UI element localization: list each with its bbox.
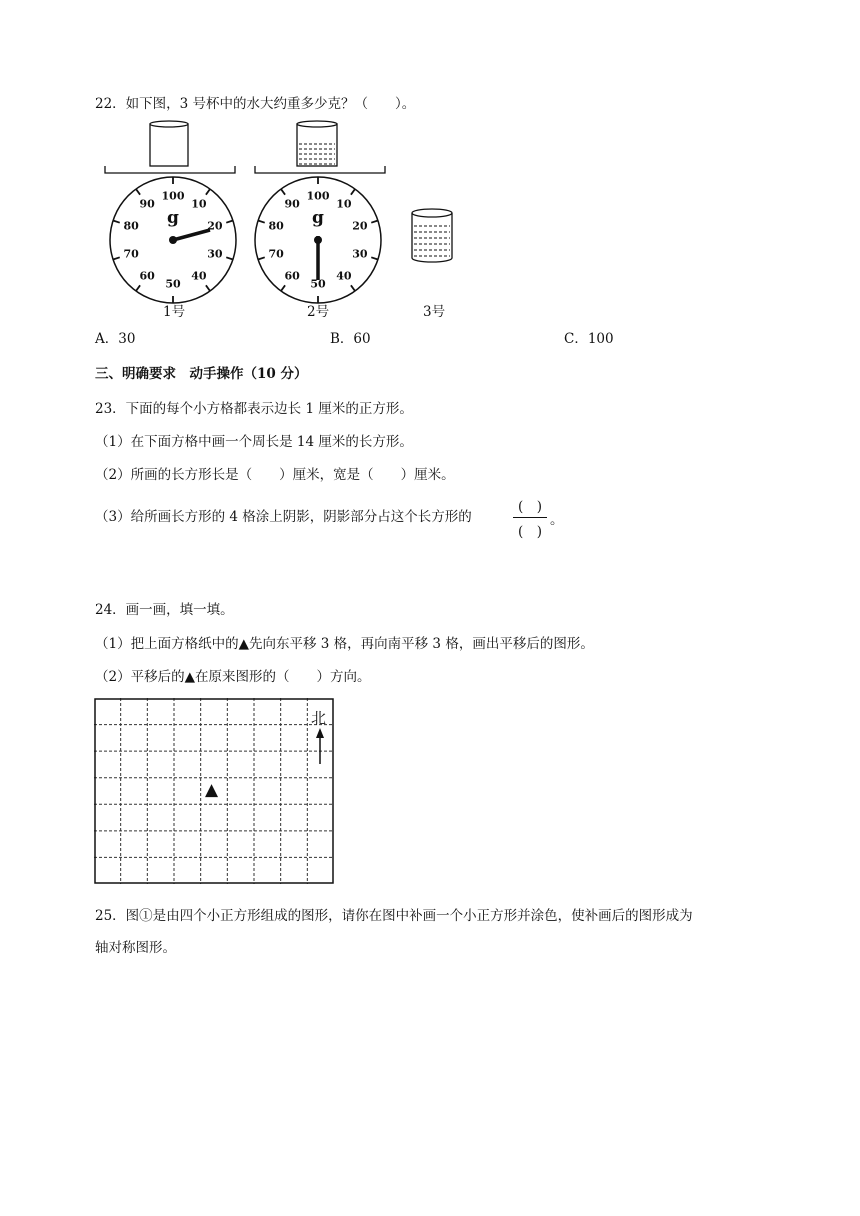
dial-number: 90 <box>139 197 155 211</box>
q24-part1: （1）把上面方格纸中的▲先向东平移 3 格，再向南平移 3 格，画出平移后的图形。 <box>95 636 594 652</box>
q23-part2: （2）所画的长方形长是（ ）厘米，宽是（ ）厘米。 <box>95 467 455 483</box>
section-3-heading: 三、明确要求 动手操作（10 分） <box>95 366 308 382</box>
q23-part3-text: （3）给所画长方形的 4 格涂上阴影，阴影部分占这个长方形的 <box>95 509 472 525</box>
q25-line2: 轴对称图形。 <box>95 940 176 956</box>
dial-number: 40 <box>191 269 207 283</box>
dial-number: 80 <box>268 219 284 233</box>
dial-number: 100 <box>161 189 185 203</box>
dial-number: 70 <box>123 247 139 261</box>
fraction-blank[interactable] <box>513 495 547 540</box>
dial-number: 10 <box>191 197 207 211</box>
dial-number: 10 <box>336 197 352 211</box>
q25-line1: 25．图①是由四个小正方形组成的图形，请你在图中补画一个小正方形并涂色，使补画后的图形成为 <box>95 908 693 924</box>
triangle-shape[interactable]: ▲ <box>205 780 219 800</box>
q24-stem: 24．画一画，填一填。 <box>95 602 234 618</box>
label-2: 2号 <box>307 304 330 320</box>
label-1: 1号 <box>163 304 186 320</box>
q23-part1: （1）在下面方格中画一个周长是 14 厘米的长方形。 <box>95 434 413 450</box>
cup-3 <box>412 209 452 262</box>
dial-unit: g <box>312 208 324 228</box>
dial-number: 100 <box>306 189 330 203</box>
dial-number: 20 <box>352 219 368 233</box>
fraction-denominator: ( ) <box>517 524 543 540</box>
dial-unit: g <box>167 208 179 228</box>
dial-number: 60 <box>139 269 155 283</box>
q23-stem: 23．下面的每个小方格都表示边长 1 厘米的正方形。 <box>95 401 413 417</box>
q23-part3 <box>95 505 472 525</box>
option-a[interactable]: A．30 <box>95 331 136 347</box>
north-arrow <box>316 728 324 764</box>
north-label: 北 <box>311 709 327 727</box>
dial-number: 40 <box>336 269 352 283</box>
dial-number: 30 <box>352 247 368 261</box>
dial-number: 60 <box>284 269 300 283</box>
dial-number: 50 <box>165 277 181 291</box>
option-b[interactable]: B．60 <box>330 331 371 347</box>
cup-1 <box>150 124 188 166</box>
dial-number: 20 <box>207 219 223 233</box>
dial-number: 50 <box>310 277 326 291</box>
dial-number: 80 <box>123 219 139 233</box>
q23-period: 。 <box>550 512 564 528</box>
q24-part2: （2）平移后的▲在原来图形的（ ）方向。 <box>95 669 371 685</box>
q22-stem: 22．如下图，3 号杯中的水大约重多少克？（ ）。 <box>95 96 416 112</box>
fraction-numerator: ( ) <box>517 499 543 515</box>
option-c[interactable]: C．100 <box>564 331 614 347</box>
dial-number: 30 <box>207 247 223 261</box>
label-3: 3号 <box>423 304 446 320</box>
cup-2 <box>297 124 337 166</box>
dial-number: 90 <box>284 197 300 211</box>
dial-number: 70 <box>268 247 284 261</box>
